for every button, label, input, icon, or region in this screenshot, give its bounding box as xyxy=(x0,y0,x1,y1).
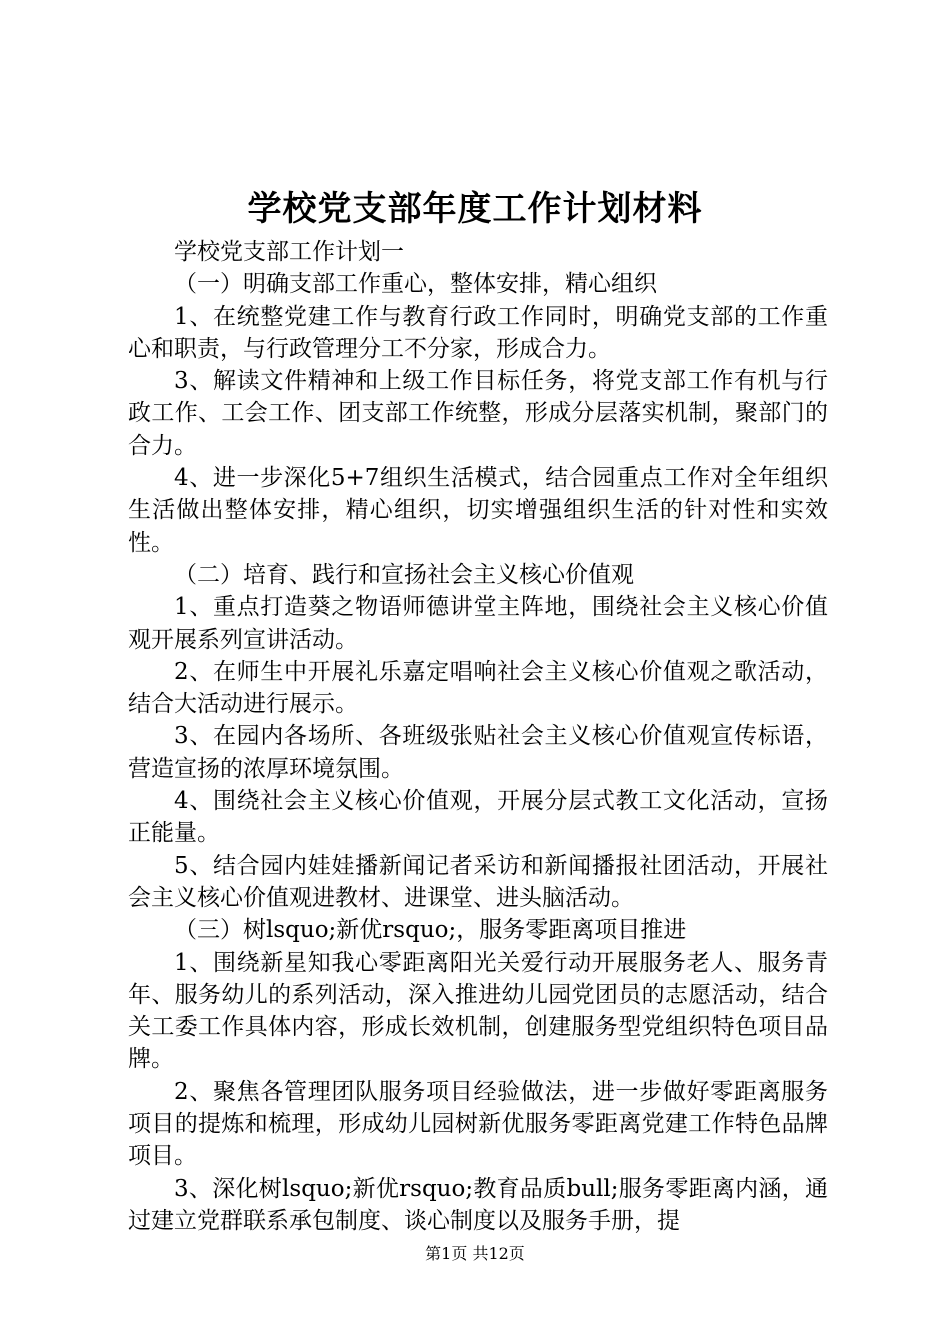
body-paragraph: 3、解读文件精神和上级工作目标任务，将党支部工作有机与行政工作、工会工作、团支部工作统整，形成分层落实机制，聚部门的合力。 xyxy=(128,368,828,459)
body-paragraph: 1、重点打造葵之物语师德讲堂主阵地，围绕社会主义核心价值观开展系列宣讲活动。 xyxy=(128,594,828,653)
section-heading: （三）树lsquo;新优rsquo;，服务零距离项目推进 xyxy=(174,917,687,944)
body-paragraph: 1、围绕新星知我心零距离阳光关爱行动开展服务老人、服务青年、服务幼儿的系列活动，深入推进幼儿园党团员的志愿活动，结合关工委工作具体内容，形成长效机制，创建服务型党组织特色项目品牌。 xyxy=(128,949,828,1073)
document-body xyxy=(128,236,828,1237)
body-paragraph: 学校党支部工作计划一 xyxy=(174,239,404,265)
document-title: 学校党支部年度工作计划材料 xyxy=(247,189,703,229)
body-paragraph: 3、在园内各场所、各班级张贴社会主义核心价值观宣传标语，营造宣扬的浓厚环境氛围。 xyxy=(128,723,828,782)
body-paragraph: 4、围绕社会主义核心价值观，开展分层式教工文化活动，宣扬正能量。 xyxy=(128,788,828,847)
body-paragraph: 2、聚焦各管理团队服务项目经验做法，进一步做好零距离服务项目的提炼和梳理，形成幼儿园树新优服务零距离党建工作特色品牌项目。 xyxy=(128,1078,828,1170)
body-paragraph: 2、在师生中开展礼乐嘉定唱响社会主义核心价值观之歌活动，结合大活动进行展示。 xyxy=(128,658,828,718)
body-paragraph: 1、在统整党建工作与教育行政工作同时，明确党支部的工作重心和职责，与行政管理分工不分家，形成合力。 xyxy=(128,303,828,362)
section-heading: （一）明确支部工作重心，整体安排，精心组织 xyxy=(174,271,657,298)
body-paragraph: 3、深化树lsquo;新优rsquo;教育品质bull;服务零距离内涵，通过建立党群联系承包制度、谈心制度以及服务手册，提 xyxy=(128,1175,828,1234)
body-paragraph: 4、进一步深化5+7组织生活模式，结合园重点工作对全年组织生活做出整体安排，精心组织，切实增强组织生活的针对性和实效性。 xyxy=(128,465,828,556)
body-paragraph: 5、结合园内娃娃播新闻记者采访和新闻播报社团活动，开展社会主义核心价值观进教材、进课堂、进头脑活动。 xyxy=(128,852,828,911)
section-heading: （二）培育、践行和宣扬社会主义核心价值观 xyxy=(174,561,634,588)
page-footer: 第1页 共12页 xyxy=(425,1244,525,1263)
